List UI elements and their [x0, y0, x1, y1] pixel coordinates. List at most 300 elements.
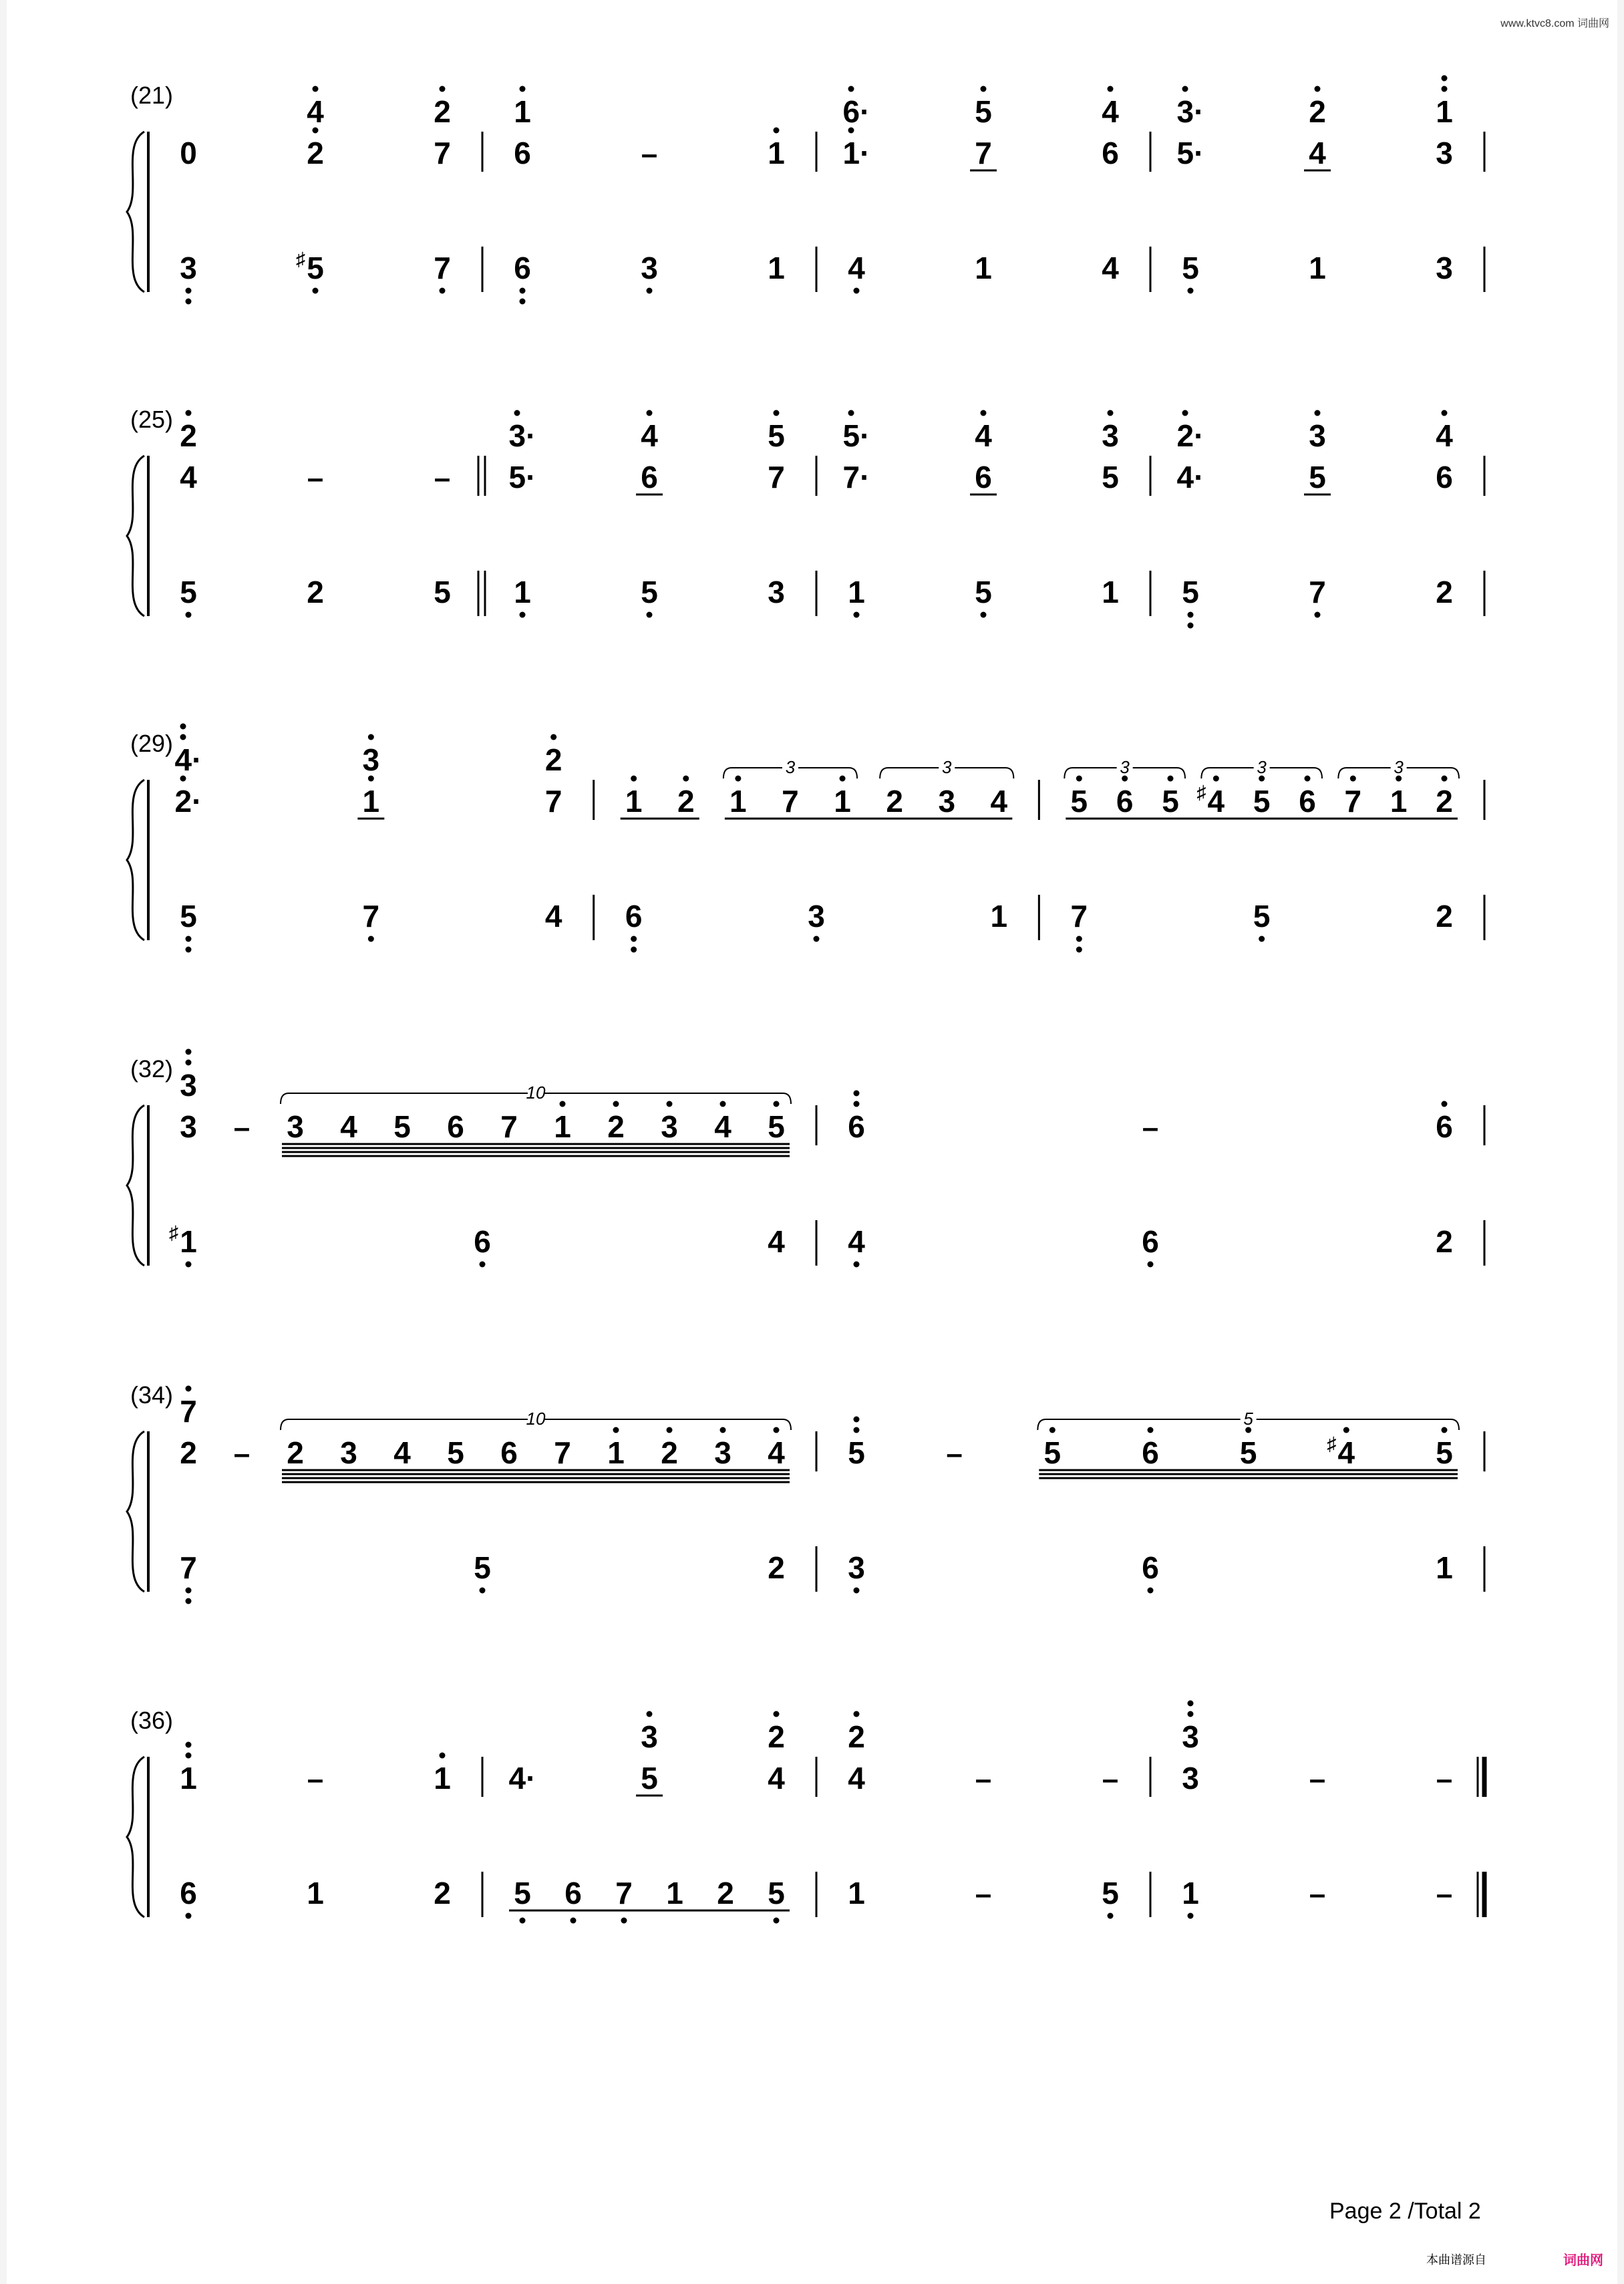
stacked-note-upper: 3: [1309, 418, 1326, 453]
note-lower: 2: [1436, 575, 1453, 609]
grand-staff-brace: [127, 456, 144, 616]
octave-dot: [186, 936, 192, 942]
note-upper: 2: [1436, 784, 1453, 819]
dash-upper: –: [1309, 1763, 1326, 1796]
note-lower: 6: [474, 1224, 491, 1259]
tuplet-number: 3: [1394, 757, 1404, 777]
note-upper: 1: [434, 1761, 451, 1796]
octave-dot: [854, 288, 860, 294]
octave-dot: [774, 1711, 780, 1717]
octave-dot: [550, 734, 556, 740]
stacked-note-upper: 3: [1102, 418, 1119, 453]
octave-dot: [647, 612, 653, 618]
octave-dot: [1442, 1101, 1448, 1107]
dash-upper: –: [434, 462, 451, 494]
octave-dot: [480, 1262, 486, 1268]
octave-dot: [1076, 947, 1082, 953]
note-upper: 6: [447, 1109, 464, 1144]
stacked-note-upper: 7: [180, 1394, 197, 1429]
dash-upper: –: [233, 1437, 251, 1470]
note-upper: 7: [975, 136, 992, 170]
octave-dot: [631, 936, 637, 942]
stacked-note-upper: 2: [434, 94, 451, 129]
octave-dot: [631, 947, 637, 953]
note-lower: 5: [434, 575, 451, 609]
note-lower: 2: [717, 1876, 734, 1910]
octave-dot: [1108, 410, 1114, 416]
stacked-note-upper: 4: [641, 418, 658, 453]
octave-dot: [1343, 1427, 1349, 1433]
octave-dot: [1213, 776, 1219, 782]
octave-dot: [440, 86, 446, 92]
note-upper: 3: [1436, 136, 1453, 170]
octave-dot: [186, 1060, 192, 1066]
stacked-note-upper: 4: [307, 94, 324, 129]
note-lower: 7: [615, 1876, 633, 1910]
octave-dot: [854, 612, 860, 618]
octave-dot: [1108, 1913, 1114, 1919]
octave-dot: [848, 86, 854, 92]
octave-dot: [186, 1262, 192, 1268]
site-header: www.ktvc8.com 词曲网: [1500, 18, 1609, 29]
note-upper: 4: [340, 1109, 357, 1144]
note-upper: 2: [180, 1435, 197, 1470]
octave-dot: [667, 1101, 673, 1107]
measure-number: (36): [130, 1707, 174, 1734]
note-lower: 4: [544, 899, 562, 934]
note-upper: 7: [782, 784, 799, 819]
octave-dot: [1315, 86, 1321, 92]
sharp-accidental: ♯: [169, 1222, 178, 1243]
note-lower: 1: [768, 251, 785, 285]
octave-dot: [854, 1101, 860, 1107]
note-upper: 1: [768, 136, 785, 170]
octave-dot: [981, 86, 987, 92]
note-upper: 1: [625, 784, 643, 819]
stacked-note-upper: 3·: [1176, 94, 1204, 129]
note-upper: 4: [1309, 136, 1326, 170]
note-upper: 7: [554, 1435, 571, 1470]
stacked-note-upper: 5: [768, 418, 785, 453]
note-lower: 1: [1309, 251, 1326, 285]
stacked-note-upper: 4·: [174, 742, 202, 777]
octave-dot: [440, 288, 446, 294]
stacked-note-upper: 2: [768, 1719, 785, 1754]
note-upper: 6: [1116, 784, 1134, 819]
note-upper: 4: [848, 1761, 865, 1796]
note-upper: 5: [1239, 1435, 1257, 1470]
note-upper: 2: [661, 1435, 678, 1470]
stacked-note-upper: 3: [362, 742, 380, 777]
octave-dot: [560, 1101, 566, 1107]
octave-dot: [735, 776, 741, 782]
octave-dot: [854, 1588, 860, 1594]
note-lower: 1: [848, 1876, 865, 1910]
note-upper: 4·: [1176, 460, 1204, 494]
note-lower: 4: [1102, 251, 1119, 285]
octave-dot: [1315, 612, 1321, 618]
note-lower: 6: [1142, 1550, 1159, 1585]
note-upper: 5: [848, 1435, 865, 1470]
octave-dot: [1076, 936, 1082, 942]
note-lower: 2: [768, 1550, 785, 1585]
octave-dot: [854, 1262, 860, 1268]
dash-upper: –: [307, 1763, 324, 1796]
note-upper: 1·: [842, 136, 870, 170]
note-lower: 2: [1436, 1224, 1453, 1259]
grand-staff-brace: [127, 132, 144, 292]
octave-dot: [1188, 288, 1194, 294]
octave-dot: [180, 724, 186, 730]
note-upper: 6: [1142, 1435, 1159, 1470]
stacked-note-upper: 1: [514, 94, 531, 129]
note-lower: 7: [362, 899, 380, 934]
octave-dot: [186, 1742, 192, 1748]
octave-dot: [981, 612, 987, 618]
octave-dot: [520, 288, 526, 294]
note-upper: 5: [768, 1109, 785, 1144]
note-lower: 5: [180, 575, 197, 609]
note-upper: 5·: [508, 460, 536, 494]
note-upper: 1: [607, 1435, 625, 1470]
stacked-note-upper: 4: [1102, 94, 1119, 129]
note-upper: 7: [1344, 784, 1362, 819]
sharp-accidental: ♯: [296, 249, 305, 269]
note-lower: 5: [180, 899, 197, 934]
note-lower: 3: [180, 251, 197, 285]
dash-lower: –: [975, 1878, 992, 1910]
stacked-note-upper: 6·: [842, 94, 870, 129]
note-upper: 3: [661, 1109, 678, 1144]
note-lower: 1: [848, 575, 865, 609]
note-lower: 7: [1070, 899, 1088, 934]
note-lower: 5: [514, 1876, 531, 1910]
stacked-note-upper: 3: [641, 1719, 658, 1754]
octave-dot: [774, 1101, 780, 1107]
note-upper: 6: [1436, 1109, 1453, 1144]
note-upper: 4: [768, 1435, 785, 1470]
octave-dot: [1315, 410, 1321, 416]
note-lower: 4: [848, 1224, 865, 1259]
note-lower: 3: [1436, 251, 1453, 285]
note-lower: 5: [768, 1876, 785, 1910]
note-upper: 6: [514, 136, 531, 170]
note-upper: 5: [1070, 784, 1088, 819]
octave-dot: [186, 947, 192, 953]
note-lower: 1: [307, 1876, 324, 1910]
dash-upper: –: [307, 462, 324, 494]
octave-dot: [368, 734, 374, 740]
octave-dot: [186, 1753, 192, 1759]
octave-dot: [1442, 776, 1448, 782]
dash-upper: –: [1142, 1111, 1159, 1144]
tuplet-number: 10: [526, 1409, 546, 1429]
octave-dot: [613, 1101, 619, 1107]
octave-dot: [848, 410, 854, 416]
note-upper: 6: [975, 460, 992, 494]
note-lower: 6: [564, 1876, 582, 1910]
note-upper: 5: [1309, 460, 1326, 494]
stacked-note-upper: 4: [975, 418, 992, 453]
note-lower: 2: [307, 575, 324, 609]
octave-dot: [186, 1598, 192, 1604]
octave-dot: [814, 936, 820, 942]
grand-staff-brace: [127, 1431, 144, 1592]
octave-dot: [981, 410, 987, 416]
note-upper: 5: [1253, 784, 1271, 819]
sharp-accidental: ♯: [1327, 1433, 1337, 1454]
octave-dot: [368, 936, 374, 942]
note-upper: 5: [447, 1435, 464, 1470]
stacked-note-upper: 4: [1436, 418, 1453, 453]
note-lower: 6: [514, 251, 531, 285]
octave-dot: [186, 410, 192, 416]
octave-dot: [520, 612, 526, 618]
measure-number: (21): [130, 82, 174, 109]
octave-dot: [1188, 623, 1194, 629]
note-upper: 2: [287, 1435, 304, 1470]
note-upper: 4: [768, 1761, 785, 1796]
octave-dot: [186, 612, 192, 618]
tuplet-number: 3: [942, 757, 952, 777]
octave-dot: [186, 1386, 192, 1392]
stacked-note-upper: 2: [1309, 94, 1326, 129]
note-upper: 5: [1043, 1435, 1062, 1470]
note-upper: 2: [886, 784, 903, 819]
octave-dot: [720, 1101, 726, 1107]
measure-number: (25): [130, 406, 174, 433]
note-upper: 5: [1102, 460, 1119, 494]
dash-upper: –: [641, 138, 658, 170]
note-upper: 3: [714, 1435, 732, 1470]
octave-dot: [667, 1427, 673, 1433]
note-lower: 1: [1182, 1876, 1199, 1910]
note-upper: 6: [1102, 136, 1119, 170]
note-upper: 6: [1299, 784, 1316, 819]
note-lower: 4: [848, 251, 865, 285]
note-upper: 3: [1182, 1761, 1199, 1796]
octave-dot: [520, 299, 526, 305]
note-upper: 4: [180, 460, 197, 494]
note-upper: 2·: [174, 784, 202, 819]
note-upper: 7·: [842, 460, 870, 494]
note-upper: 7: [544, 784, 562, 819]
octave-dot: [1108, 86, 1114, 92]
dash-upper: –: [1102, 1763, 1119, 1796]
note-lower: 3: [641, 251, 658, 285]
octave-dot: [631, 776, 637, 782]
octave-dot: [1148, 1588, 1154, 1594]
note-lower: 7: [180, 1550, 197, 1585]
tuplet-number: 10: [526, 1083, 546, 1103]
note-upper: 3: [340, 1435, 357, 1470]
octave-dot: [1182, 410, 1188, 416]
note-lower: 5: [975, 575, 992, 609]
grand-staff-brace: [127, 780, 144, 940]
note-lower: 2: [434, 1876, 451, 1910]
octave-dot: [1188, 1711, 1194, 1717]
note-upper: 4: [714, 1109, 732, 1144]
note-lower: 3: [768, 575, 785, 609]
stacked-note-upper: 1: [1436, 94, 1453, 129]
octave-dot: [440, 1753, 446, 1759]
octave-dot: [840, 776, 846, 782]
dash-upper: –: [946, 1437, 963, 1470]
note-upper: 4: [990, 784, 1008, 819]
note-upper: 5: [1162, 784, 1179, 819]
note-lower: 5: [307, 251, 324, 285]
note-upper: 1: [834, 784, 851, 819]
note-lower: 1: [180, 1224, 197, 1259]
dash-lower: –: [1436, 1878, 1453, 1910]
note-upper: 1: [1390, 784, 1408, 819]
note-lower: 1: [666, 1876, 683, 1910]
note-lower: 5: [1102, 1876, 1119, 1910]
octave-dot: [1188, 1701, 1194, 1707]
note-lower: 3: [808, 899, 825, 934]
octave-dot: [854, 1091, 860, 1097]
octave-dot: [774, 1427, 780, 1433]
octave-dot: [313, 288, 319, 294]
octave-dot: [1259, 936, 1265, 942]
octave-dot: [854, 1417, 860, 1423]
stacked-note-upper: 3·: [508, 418, 536, 453]
octave-dot: [683, 776, 689, 782]
note-upper: 7: [768, 460, 785, 494]
octave-dot: [1442, 76, 1448, 82]
note-lower: 5: [641, 575, 658, 609]
octave-dot: [774, 128, 780, 134]
octave-dot: [1076, 776, 1082, 782]
site-logo: 词曲网: [1563, 2252, 1603, 2268]
note-upper: 1: [362, 784, 380, 819]
grand-staff-brace: [127, 1105, 144, 1266]
note-lower: 4: [768, 1224, 785, 1259]
octave-dot: [1182, 86, 1188, 92]
stacked-note-upper: 5·: [842, 418, 870, 453]
octave-dot: [1148, 1427, 1154, 1433]
note-upper: 2: [677, 784, 695, 819]
note-upper: 1: [554, 1109, 571, 1144]
octave-dot: [186, 1913, 192, 1919]
note-upper: 3: [180, 1109, 197, 1144]
octave-dot: [1049, 1427, 1055, 1433]
tuplet-number: 5: [1243, 1409, 1253, 1429]
source-note: 本曲谱源自: [1426, 2253, 1486, 2267]
stacked-note-upper: 3: [180, 1068, 197, 1103]
grand-staff-brace: [127, 1757, 144, 1917]
octave-dot: [514, 410, 520, 416]
octave-dot: [774, 1918, 780, 1924]
octave-dot: [520, 1918, 526, 1924]
octave-dot: [1350, 776, 1356, 782]
octave-dot: [720, 1427, 726, 1433]
stacked-note-upper: 2·: [1176, 418, 1204, 453]
page-number: Page 2 /Total 2: [1329, 2198, 1481, 2224]
note-upper: 2: [307, 136, 324, 170]
octave-dot: [186, 299, 192, 305]
dash-upper: –: [975, 1763, 992, 1796]
note-upper: 4: [1337, 1435, 1355, 1470]
note-lower: 5: [474, 1550, 491, 1585]
octave-dot: [1442, 86, 1448, 92]
sharp-accidental: ♯: [1196, 782, 1206, 803]
measure-number: (34): [130, 1381, 174, 1409]
note-lower: 1: [975, 251, 992, 285]
octave-dot: [774, 410, 780, 416]
octave-dot: [180, 734, 186, 740]
note-upper: 7: [500, 1109, 518, 1144]
note-lower: 1: [990, 899, 1008, 934]
octave-dot: [1305, 776, 1311, 782]
note-lower: 7: [1309, 575, 1326, 609]
octave-dot: [186, 1588, 192, 1594]
note-lower: 1: [1102, 575, 1119, 609]
note-upper: 1: [729, 784, 747, 819]
octave-dot: [647, 1711, 653, 1717]
note-upper: 5: [393, 1109, 411, 1144]
note-lower: 1: [514, 575, 531, 609]
tuplet-number: 3: [785, 757, 796, 777]
note-upper: 6: [500, 1435, 518, 1470]
note-upper: 6: [848, 1109, 865, 1144]
stacked-note-upper: 5: [975, 94, 992, 129]
note-lower: 6: [625, 899, 643, 934]
note-upper: 4: [1207, 784, 1225, 819]
tuplet-number: 3: [1257, 757, 1267, 777]
note-upper: 4·: [508, 1761, 536, 1796]
octave-dot: [186, 1049, 192, 1055]
dash-upper: –: [1436, 1763, 1453, 1796]
note-lower: 5: [1253, 899, 1271, 934]
note-lower: 6: [180, 1876, 197, 1910]
octave-dot: [571, 1918, 577, 1924]
octave-dot: [1442, 1427, 1448, 1433]
note-upper: 3: [287, 1109, 304, 1144]
note-upper: 4: [393, 1435, 411, 1470]
note-lower: 2: [1436, 899, 1453, 934]
note-lower: 7: [434, 251, 451, 285]
note-upper: 3: [938, 784, 956, 819]
note-upper: 0: [180, 136, 197, 170]
stacked-note-upper: 2: [180, 418, 197, 453]
octave-dot: [854, 1427, 860, 1433]
note-lower: 5: [1182, 251, 1199, 285]
note-upper: 6: [1436, 460, 1453, 494]
octave-dot: [647, 410, 653, 416]
note-lower: 1: [1436, 1550, 1453, 1585]
octave-dot: [613, 1427, 619, 1433]
octave-dot: [186, 288, 192, 294]
note-upper: 5: [1436, 1435, 1453, 1470]
note-upper: 6: [641, 460, 658, 494]
octave-dot: [1188, 1913, 1194, 1919]
octave-dot: [1188, 612, 1194, 618]
octave-dot: [1148, 1262, 1154, 1268]
note-upper: 1: [180, 1761, 197, 1796]
dash-upper: –: [233, 1111, 251, 1144]
stacked-note-upper: 2: [848, 1719, 865, 1754]
note-lower: 5: [1182, 575, 1199, 609]
measure-number: (32): [130, 1055, 174, 1083]
octave-dot: [480, 1588, 486, 1594]
note-upper: 5·: [1176, 136, 1204, 170]
octave-dot: [621, 1918, 627, 1924]
octave-dot: [647, 288, 653, 294]
stacked-note-upper: 3: [1182, 1719, 1199, 1754]
tuplet-number: 3: [1120, 757, 1130, 777]
note-lower: 3: [848, 1550, 865, 1585]
